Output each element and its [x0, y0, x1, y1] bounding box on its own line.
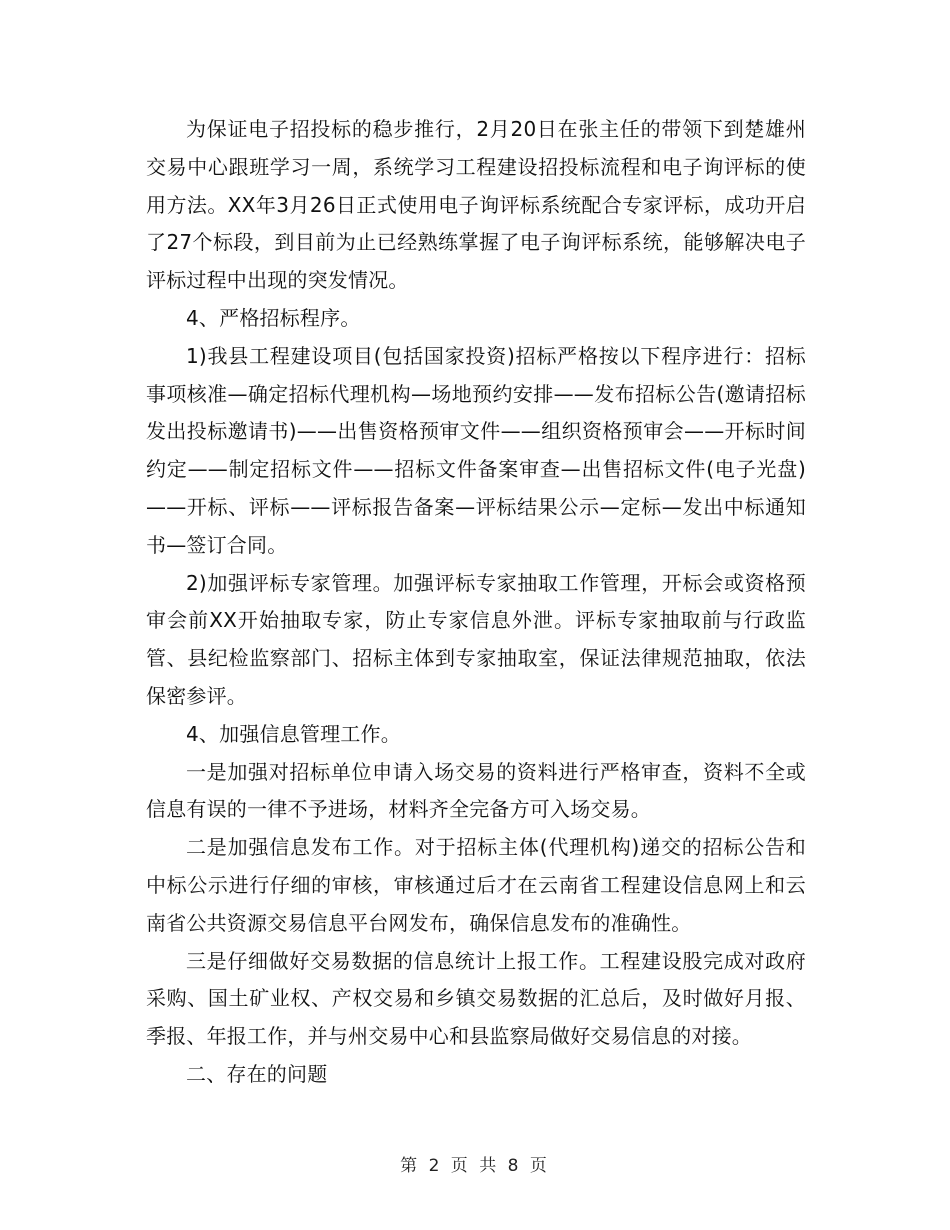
page-number-footer: 第 2 页 共 8 页 [400, 1156, 550, 1176]
paragraph-bidding-process: 1)我县工程建设项目(包括国家投资)招标严格按以下程序进行：招标事项核准—确定招标代理机构—场地预约安排——发布招标公告(邀请招标发出投标邀请书)——出售资格预审文件——组织资格预审会——开标时间约定——制定招标文件——招标文件备案审查—出售招标文件(电子光盘)——开标、评标——评标报告备案—评标结果公示—定标—发出中标通知书—签订合同。 [146, 343, 806, 557]
paragraph-expert-management: 2)加强评标专家管理。加强评标专家抽取工作管理，开标会或资格预审会前XX开始抽取专家，防止专家信息外泄。评标专家抽取前与行政监管、县纪检监察部门、招标主体到专家抽取室，保证法律规范抽取，依法保密参评。 [146, 570, 806, 708]
heading-information-management: 4、加强信息管理工作。 [186, 721, 401, 746]
paragraph-review: 一是加强对招标单位申请入场交易的资料进行严格审查，资料不全或信息有误的一律不予进场，材料齐全完备方可入场交易。 [146, 759, 806, 822]
paragraph-e-bidding: 为保证电子招投标的稳步推行，2月20日在张主任的带领下到楚雄州交易中心跟班学习一周，系统学习工程建设招投标流程和电子询评标的使用方法。XX年3月26日正式使用电子询评标系统配合专家评标，成功开启了27个标段，到目前为止已经熟练掌握了电子询评标系统，能够解决电子评标过程中出现的突发情况。 [146, 117, 806, 293]
paragraph-publishing: 二是加强信息发布工作。对于招标主体(代理机构)递交的招标公告和中标公示进行仔细的审核，审核通过后才在云南省工程建设信息网上和云南省公共资源交易信息平台网发布，确保信息发布的准确性。 [146, 835, 806, 935]
heading-strict-procedure: 4、严格招标程序。 [186, 305, 361, 330]
document-body [146, 111, 806, 1094]
paragraph-statistics: 三是仔细做好交易数据的信息统计上报工作。工程建设股完成对政府采购、国土矿业权、产权交易和乡镇交易数据的汇总后，及时做好月报、季报、年报工作，并与州交易中心和县监察局做好交易信息的对接。 [146, 948, 806, 1049]
heading-existing-problems: 二、存在的问题 [186, 1061, 328, 1086]
